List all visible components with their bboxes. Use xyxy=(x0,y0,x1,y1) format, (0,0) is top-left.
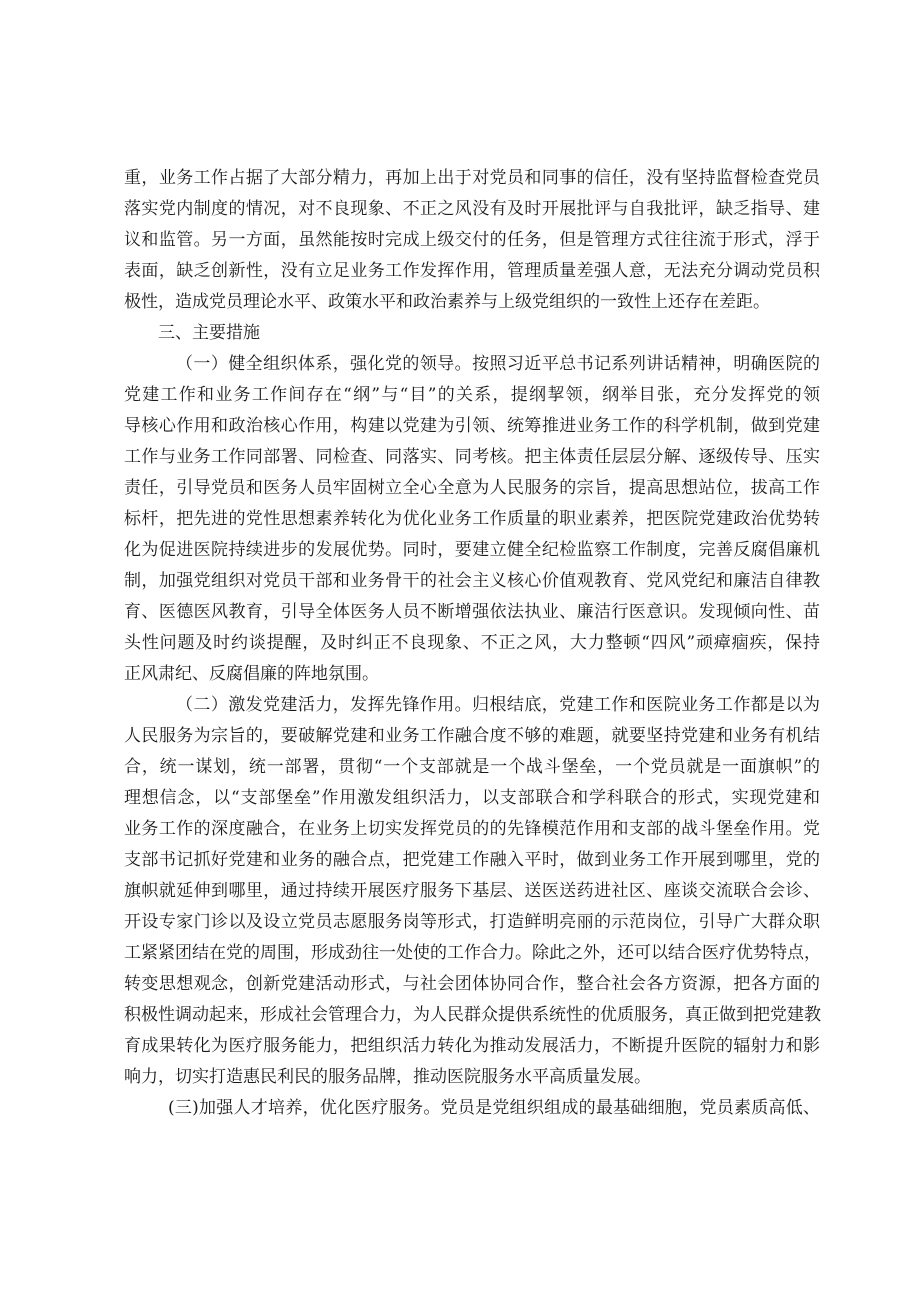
text-line: 积极性调动起来，形成社会管理合力，为人民群众提供系统性的优质服务，真正做到把党建教 xyxy=(124,1005,821,1025)
paragraph-measure-1 xyxy=(124,349,820,690)
text-line: 标杆，把先进的党性思想素养转化为优化业务工作质量的职业素养，把医院党建政治优势转 xyxy=(124,509,820,529)
text-line: 制，加强党组织对党员干部和业务骨干的社会主义核心价值观教育、党风党纪和廉洁自律教 xyxy=(124,571,820,591)
text-line: 工作与业务工作同部署、同检查、同落实、同考核。把主体责任层层分解、逐级传导、压实 xyxy=(124,447,820,467)
text-line: 响力，切实打造惠民利民的服务品牌，推动医院服务水平高质量发展。 xyxy=(124,1067,651,1087)
text-line: 化为促进医院持续进步的发展优势。同时，要建立健全纪检监察工作制度，完善反腐倡廉机 xyxy=(124,540,820,560)
text-line: 头性问题及时约谈提醒，及时纠正不良现象、不正之风，大力整顿“四风”顽瘴痼疾，保持 xyxy=(124,633,820,653)
text-line: 旗帜就延伸到哪里，通过持续开展医疗服务下基层、送医送药进社区、座谈交流联合会诊、 xyxy=(124,881,820,901)
paragraph-problems-continued xyxy=(124,163,820,318)
text-line: 落实党内制度的情况，对不良现象、不正之风没有及时开展批评与自我批评，缺乏指导、建 xyxy=(124,199,820,219)
text-line: 合，统一谋划，统一部署，贯彻“一个支部就是一个战斗堡垒，一个党员就是一面旗帜”的 xyxy=(124,757,820,777)
paragraph-measure-2 xyxy=(124,690,820,1093)
text-line: 育、医德医风教育，引导全体医务人员不断增强依法执业、廉洁行医意识。发现倾向性、苗 xyxy=(124,602,820,622)
text-line: 表面，缺乏创新性，没有立足业务工作发挥作用，管理质量差强人意，无法充分调动党员积 xyxy=(124,261,820,281)
document-body xyxy=(124,163,820,1124)
text-line: 育成果转化为医疗服务能力，把组织活力转化为推动发展活力，不断提升医院的辐射力和影 xyxy=(124,1036,820,1056)
text-line: 极性，造成党员理论水平、政策水平和政治素养与上级党组织的一致性上还存在差距。 xyxy=(124,292,770,312)
text-line: （一）健全组织体系，强化党的领导。按照习近平总书记系列讲话精神，明确医院的 xyxy=(176,354,820,374)
text-line: 党建工作和业务工作间存在“纲”与“目”的关系，提纲挈领，纲举目张，充分发挥党的领 xyxy=(124,385,820,405)
text-line: 理想信念，以“支部堡垒”作用激发组织活力，以支部联合和学科联合的形式，实现党建和 xyxy=(124,788,820,808)
text-line: 开设专家门诊以及设立党员志愿服务岗等形式，打造鲜明亮丽的示范岗位，引导广大群众职 xyxy=(124,912,820,932)
text-line: 责任，引导党员和医务人员牢固树立全心全意为人民服务的宗旨，提高思想站位，拔高工作 xyxy=(124,478,820,498)
text-line: 导核心作用和政治核心作用，构建以党建为引领、统筹推进业务工作的科学机制，做到党建 xyxy=(124,416,820,436)
section-heading: 三、主要措施 xyxy=(158,323,260,343)
text-line: 议和监管。另一方面，虽然能按时完成上级交付的任务，但是管理方式往往流于形式，浮于 xyxy=(124,230,820,250)
text-line: 正风肃纪、反腐倡廉的阵地氛围。 xyxy=(124,664,379,684)
text-line: （二）激发党建活力，发挥先锋作用。归根结底，党建工作和医院业务工作都是以为 xyxy=(176,695,820,715)
paragraph-measure-3 xyxy=(124,1093,820,1124)
text-line: 支部书记抓好党建和业务的融合点，把党建工作融入平时，做到业务工作开展到哪里，党的 xyxy=(124,850,820,870)
text-line: (三)加强人才培养，优化医疗服务。党员是党组织组成的最基础细胞，党员素质高低、 xyxy=(168,1098,820,1118)
text-line: 重，业务工作占据了大部分精力，再加上出于对党员和同事的信任，没有坚持监督检查党员 xyxy=(124,168,820,188)
text-line: 转变思想观念，创新党建活动形式，与社会团体协同合作，整合社会各方资源，把各方面的 xyxy=(124,974,820,994)
text-line: 工紧紧团结在党的周围，形成劲往一处使的工作合力。除此之外，还可以结合医疗优势特点， xyxy=(124,943,821,963)
text-line: 业务工作的深度融合，在业务上切实发挥党员的的先锋模范作用和支部的战斗堡垒作用。党 xyxy=(124,819,820,839)
text-line: 人民服务为宗旨的，要破解党建和业务工作融合度不够的难题，就要坚持党建和业务有机结 xyxy=(124,726,820,746)
